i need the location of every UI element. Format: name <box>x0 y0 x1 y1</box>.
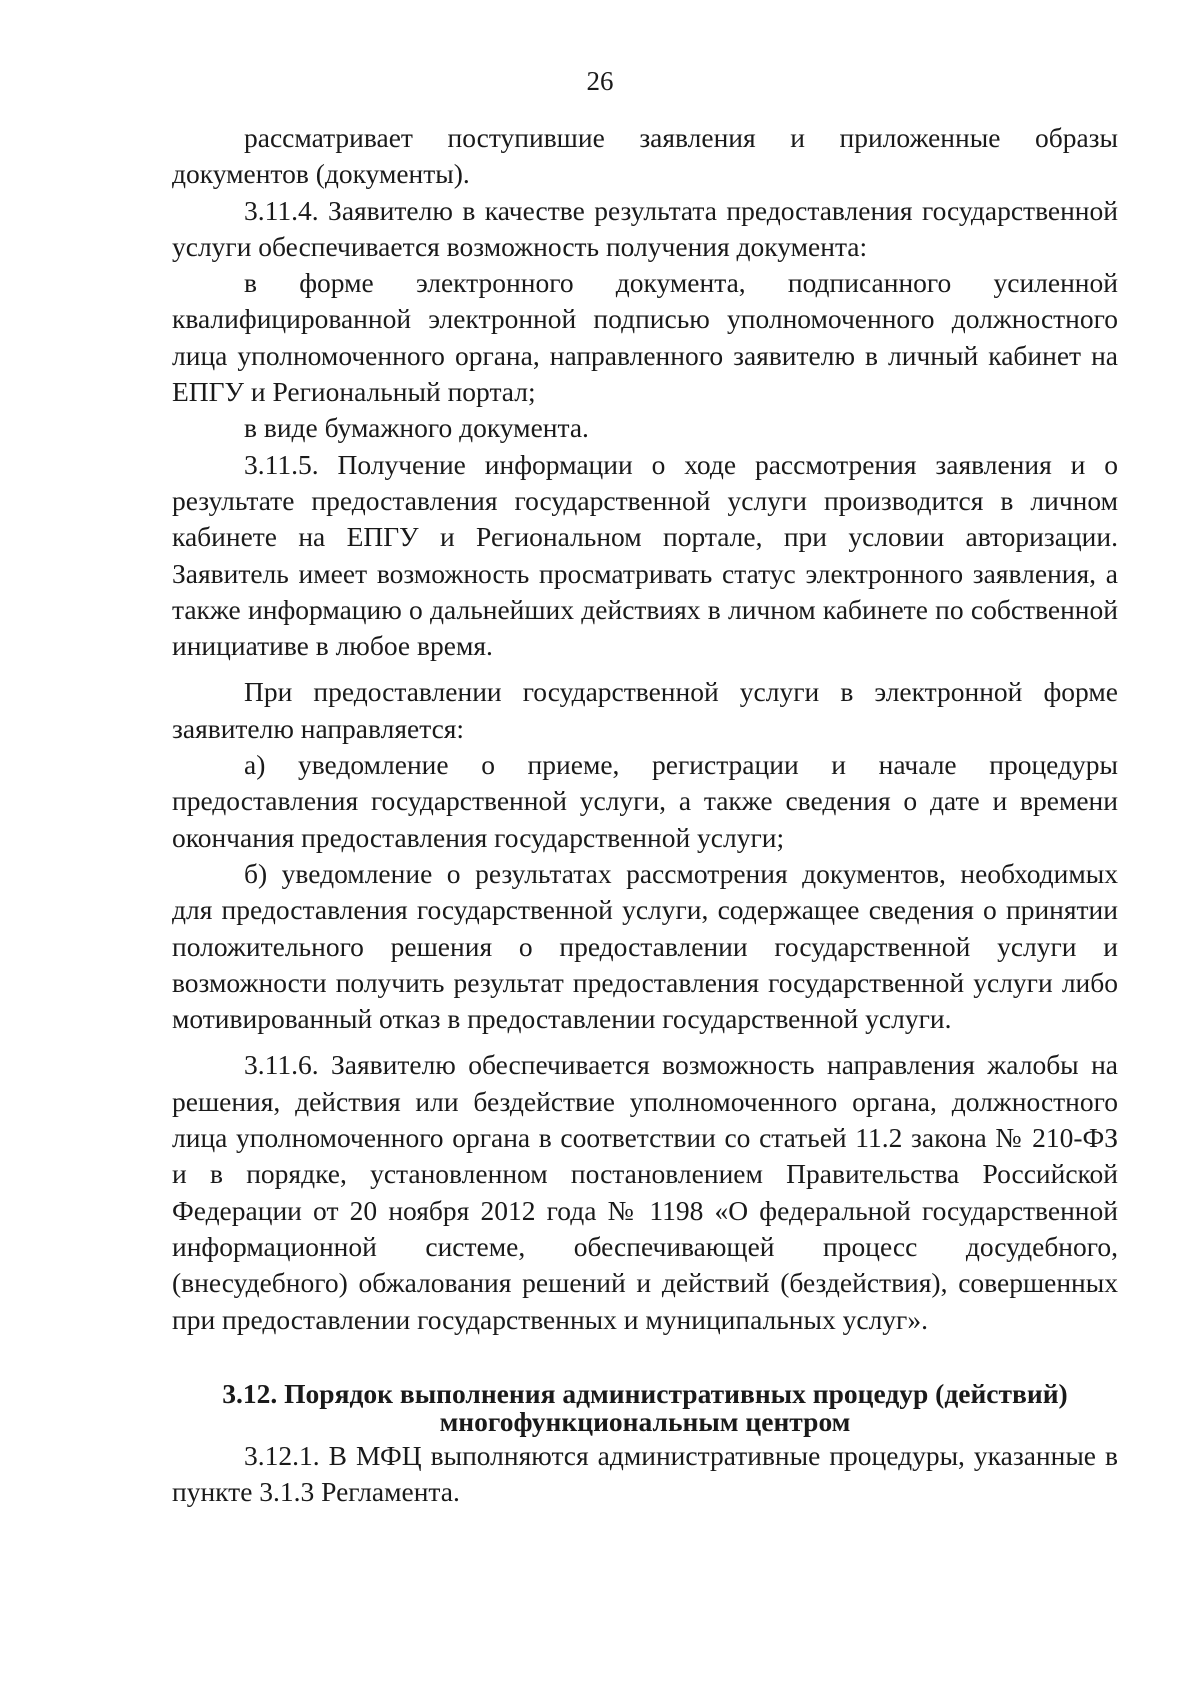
section-heading-3-12 <box>172 1377 1118 1437</box>
paragraph-electronic-form: При предоставлении государственной услуги в электронной форме заявителю направляется: <box>172 676 1118 744</box>
paragraph-3-11-4: 3.11.4. Заявителю в качестве результата предоставления государственной услуги обеспечивается возможность получения документа: <box>172 194 1118 262</box>
paragraph-3-11-6: 3.11.6. Заявителю обеспечивается возможность направления жалобы на решения, действия или бездействие уполномоченного органа, должностного лица уполномоченного органа в соответствии со статьей 11.2 закона № 210-ФЗ и в порядке, установленном постановлением Правительства Российской Федерации от 20 ноября 2012 года № 1198 «О федеральной государственной информационной системе, обеспечивающей процесс досудебного, (внесудебного) обжалования решений и действий (бездействия), совершенных при предоставлении государственных и муниципальных услуг». <box>172 1049 1118 1335</box>
paragraph-item-a: а) уведомление о приеме, регистрации и начале процедуры предоставления государственной услуги, а также сведения о дате и времени окончания предоставления государственной услуги; <box>172 749 1118 853</box>
paragraph-3-12-1: 3.12.1. В МФЦ выполняются административные процедуры, указанные в пункте 3.1.3 Регламента. <box>172 1439 1118 1508</box>
section-heading-line-1: 3.12. Порядок выполнения административных процедур (действий) <box>222 1377 1068 1409</box>
paragraph-3-11-5: 3.11.5. Получение информации о ходе рассмотрения заявления и о результате предоставления государственной услуги производится в личном кабинете на ЕПГУ и Региональном портале, при условии авторизации. Заявитель имеет возможность просматривать статус электронного заявления, а также информацию о дальнейших действиях в личном кабинете по собственной инициативе в любое время. <box>172 448 1118 662</box>
paragraph-continuation: рассматривает поступившие заявления и приложенные образы документов (документы). <box>172 122 1118 190</box>
paragraph-paper-document: в виде бумажного документа. <box>244 412 589 444</box>
paragraph-item-b: б) уведомление о результатах рассмотрения документов, необходимых для предоставления государственной услуги, содержащее сведения о принятии положительного решения о предоставлении государственной услуги и возможности получить результат предоставления государственной услуги либо мотивированный отказ в предоставлении государственной услуги. <box>172 857 1118 1035</box>
paragraph-electronic-document: в форме электронного документа, подписанного усиленной квалифицированной электронной подписью уполномоченного должностного лица уполномоченного органа, направленного заявителю в личный кабинет на ЕПГУ и Региональный портал; <box>172 267 1118 408</box>
section-heading-line-2: многофункциональным центром <box>439 1405 851 1437</box>
document-body <box>172 120 1118 1510</box>
page-number: 26 <box>586 66 614 96</box>
